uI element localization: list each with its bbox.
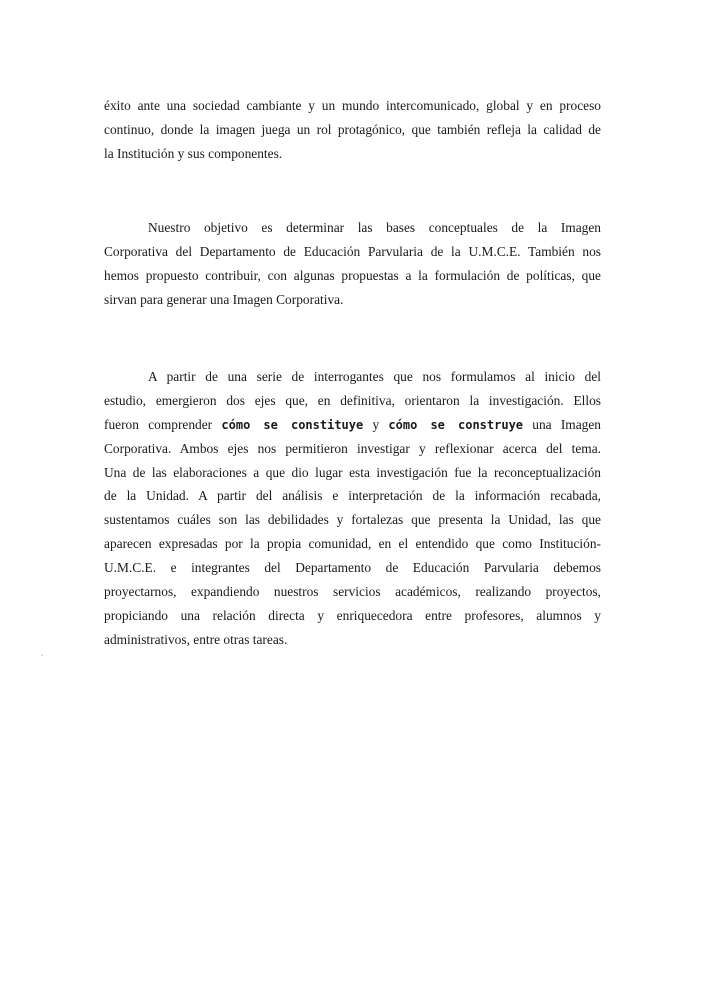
text-line: sirvan para generar una Imagen Corporativa.	[104, 291, 344, 307]
text-line: proyectarnos, expandiendo nuestros servicios académicos, realizando proyectos,	[104, 584, 601, 600]
emphasis-constituye: cómo se constituye	[221, 417, 364, 432]
paragraph-intro-continuation	[104, 94, 601, 166]
text-line: Corporativa del Departamento de Educación Parvularia de la U.M.C.E. También nos	[104, 243, 601, 259]
paragraph-research-axes	[104, 365, 601, 652]
text-line: A partir de una serie de interrogantes que nos formulamos al inicio del	[148, 369, 601, 384]
text-line: U.M.C.E. e integrantes del Departamento de Educación Parvularia debemos	[104, 560, 601, 576]
text-line: aparecen expresadas por la propia comunidad, en el entendido que como Institución-	[104, 536, 601, 552]
text-line: hemos propuesto contribuir, con algunas propuestas a la formulación de políticas, que	[104, 267, 601, 283]
text-line: propiciando una relación directa y enriquecedora entre profesores, alumnos y	[104, 607, 601, 623]
text-line: sustentamos cuáles son las debilidades y fortalezas que presenta la Unidad, las que	[104, 512, 601, 528]
emphasis-construye: cómo se construye	[388, 417, 524, 432]
text-line: Nuestro objetivo es determinar las bases conceptuales de la Imagen	[148, 220, 601, 235]
text-line: éxito ante una sociedad cambiante y un mundo intercomunicado, global y en proceso	[104, 98, 601, 113]
text-line: Una de las elaboraciones a que dio lugar esta investigación fue la reconceptualización	[104, 464, 601, 480]
text-fragment: fueron comprender	[104, 416, 222, 432]
text-line: estudio, emergieron dos ejes que, en definitiva, orientaron la investigación. Ellos	[104, 392, 601, 408]
text-fragment: una Imagen	[523, 416, 602, 432]
text-fragment: y	[363, 416, 389, 432]
text-line: de la Unidad. A partir del análisis e interpretación de la información recabada,	[104, 488, 601, 504]
text-line-with-emphasis	[104, 413, 601, 437]
paragraph-objective	[104, 216, 601, 312]
text-line: administrativos, entre otras tareas.	[104, 631, 288, 647]
scan-speck	[41, 654, 43, 656]
text-line: Corporativa. Ambos ejes nos permitieron investigar y reflexionar acerca del tema.	[104, 440, 601, 456]
text-line: la Institución y sus componentes.	[104, 145, 283, 161]
text-line: continuo, donde la imagen juega un rol protagónico, que también refleja la calidad de	[104, 121, 601, 137]
